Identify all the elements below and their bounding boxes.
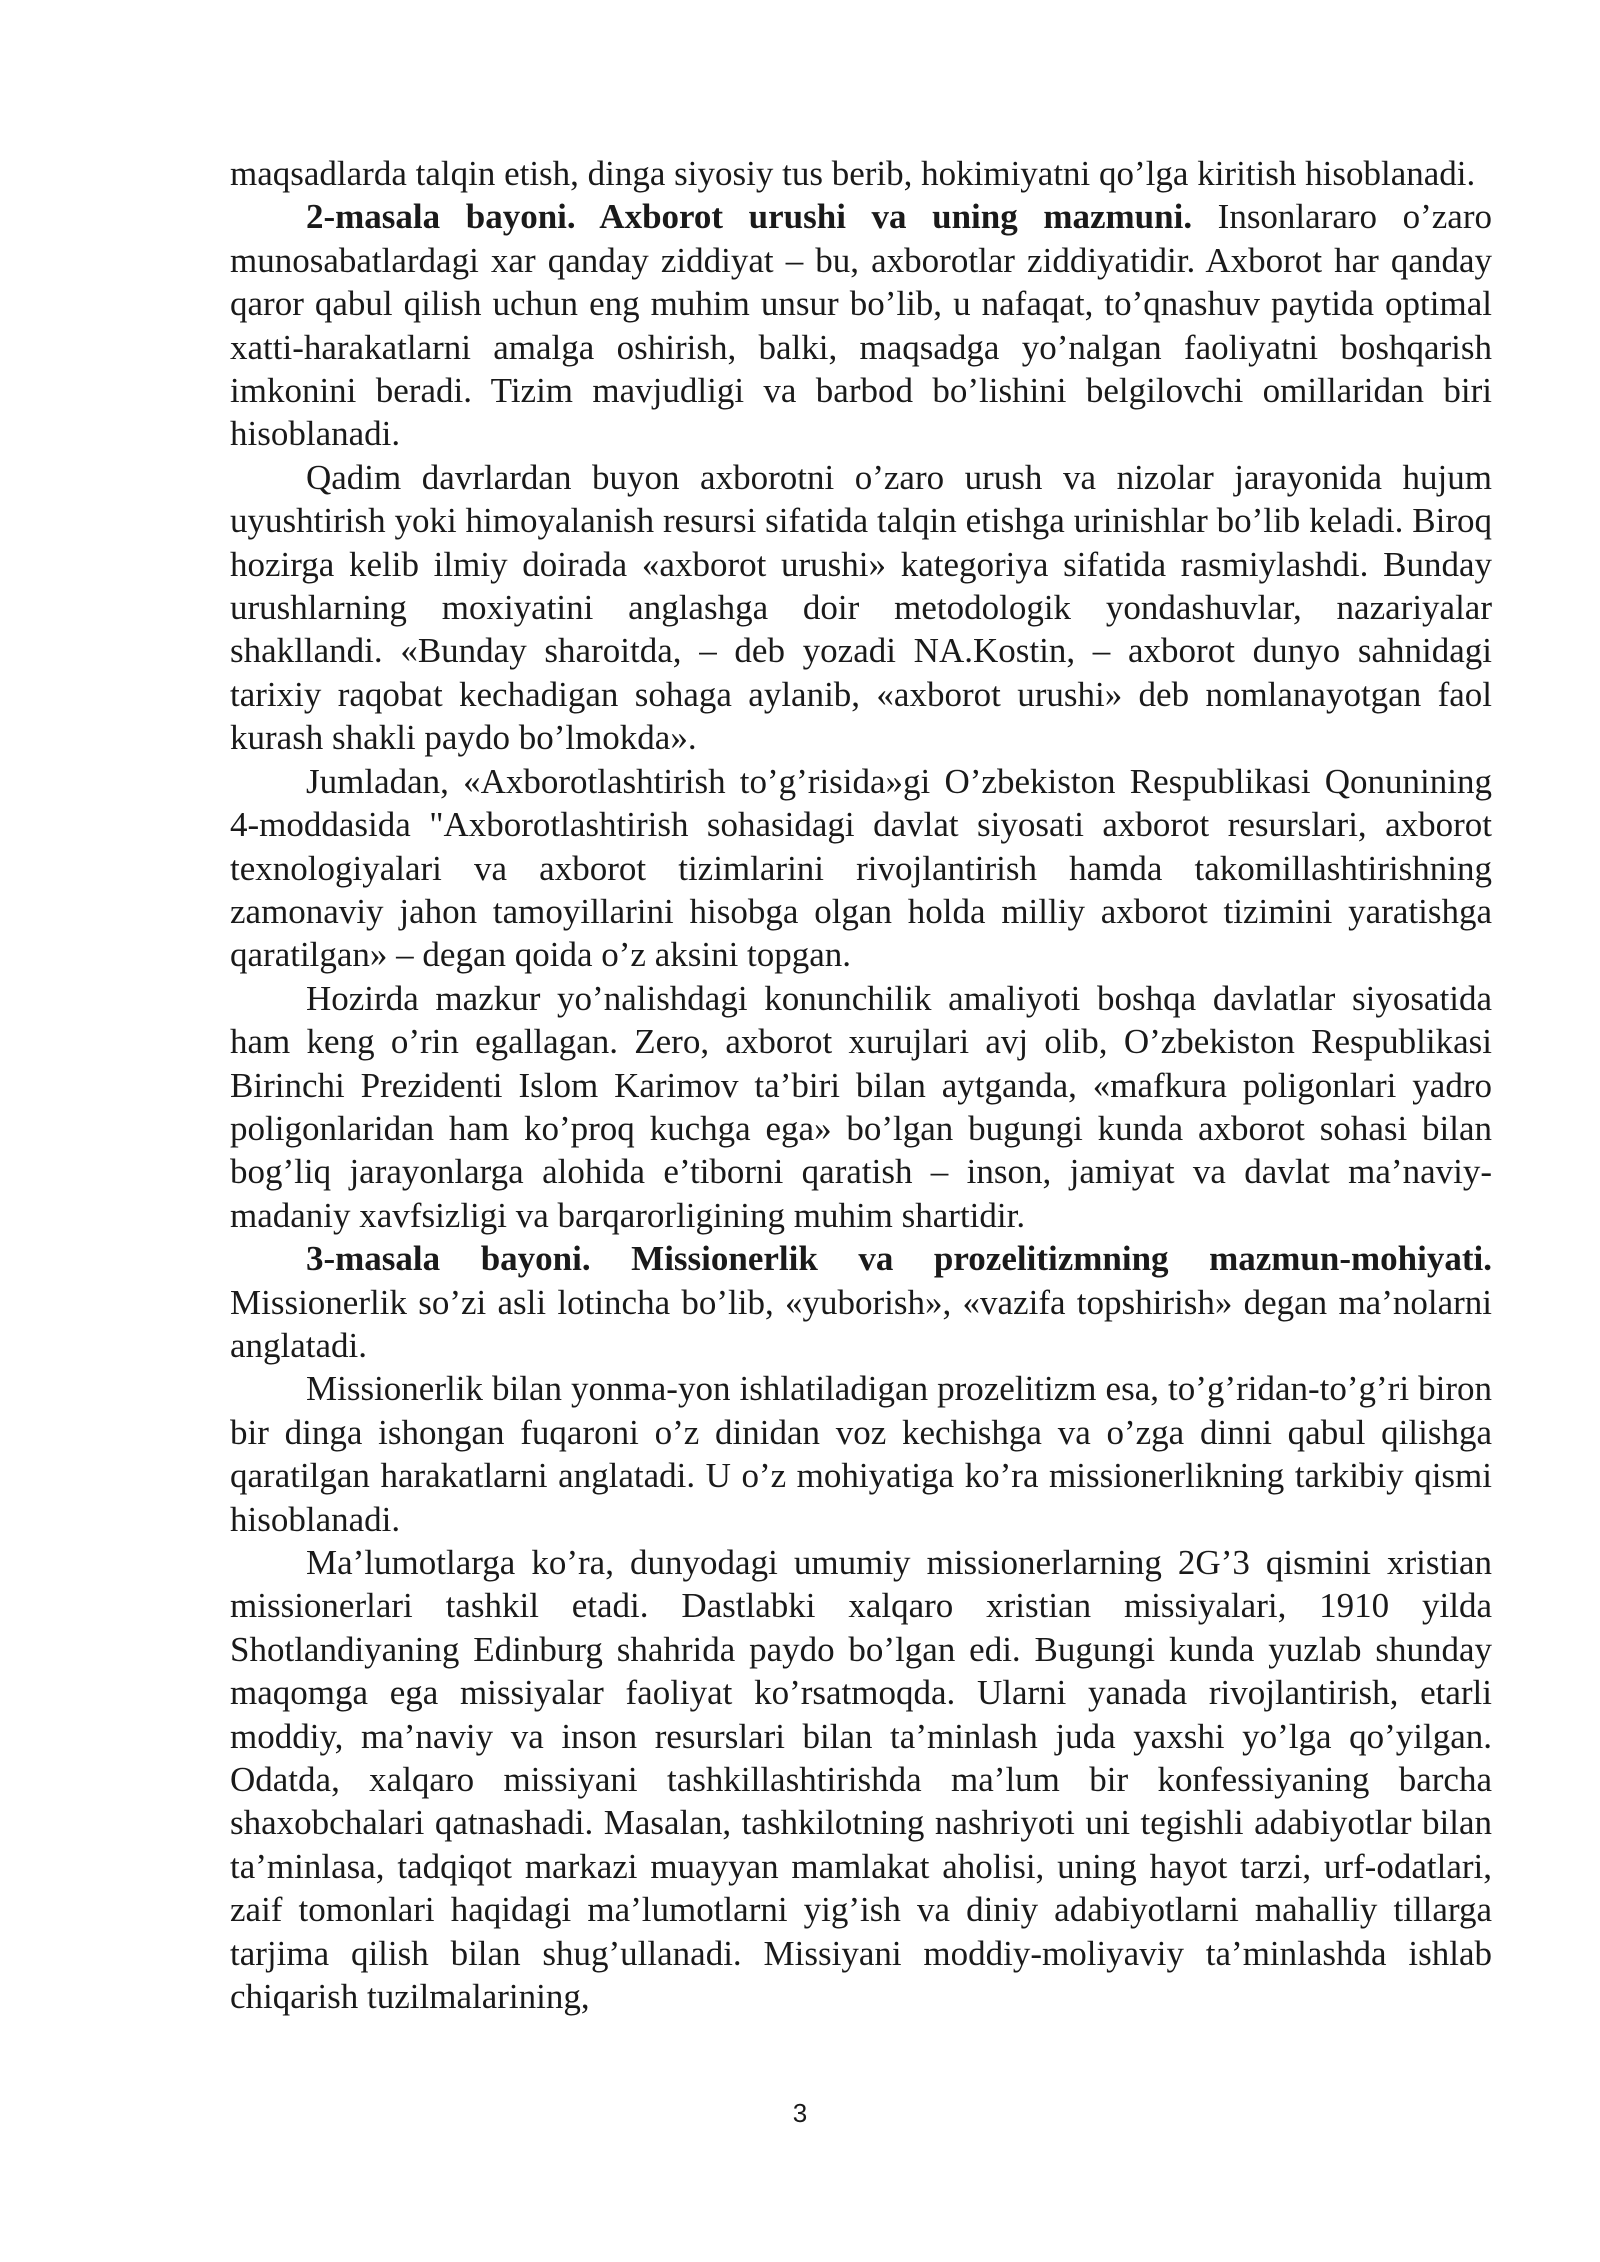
paragraph — [230, 977, 1492, 1237]
section-3-paragraph — [230, 1237, 1492, 1367]
page-number: 3 — [792, 2098, 808, 2128]
paragraph-text: Missionerlik so’zi asli lotincha bo’lib, «yuborish», «vazifa topshirish» degan ma’nolarni anglatadi. — [230, 1282, 1492, 1365]
paragraph — [230, 456, 1492, 760]
paragraph-text: maqsadlarda talqin etish, dinga siyosiy tus berib, hokimiyatni qo’lga kiritish hisoblanadi. — [230, 154, 1476, 193]
paragraph-text: Jumladan, «Axborotlashtirish to’g’risida»gi O’zbekiston Respublikasi Qonunining 4-moddasida "Axborotlashtirish sohasidagi davlat siyosati axborot resurslari, axborot texnologiyalari va axborot tizimlarini rivojlantirish hamda takomillashtirishning zamonaviy jahon tamoyillarini hisobga olgan holda milliy axborot tizimini yaratishga qaratilgan» – degan qoida o’z aksini topgan. — [230, 761, 1492, 975]
section-heading: 2-masala bayoni. Axborot urushi va uning mazmuni. — [306, 197, 1193, 237]
paragraph-text: Insonlararo o’zaro munosabatlardagi xar qanday ziddiyat – bu, axborotlar ziddiyatidir. Axborot har qanday qaror qabul qilish uchun eng muhim unsur bo’lib, u nafaqat, to’qnashuv paytida optimal xatti-harakatlarni amalga oshirish, balki, maqsadga yo’nalgan faoliyatni boshqarish imkonini beradi. Tizim mavjudligi va barbod bo’lishini belgilovchi omillaridan biri hisoblanadi. — [230, 197, 1493, 454]
paragraph-text: Missionerlik bilan yonma-yon ishlatiladigan prozelitizm esa, to’g’ridan-to’g’ri biron bir dinga ishongan fuqaroni o’z dinidan voz kechishga va o’zga dinni qabul qilishga qaratilgan harakatlarni anglatadi. U o’z mohiyatiga ko’ra missionerlikning tarkibiy qismi hisoblanadi. — [230, 1369, 1492, 1539]
section-2-paragraph — [230, 195, 1492, 455]
document-body — [230, 152, 1492, 2018]
section-heading: 3-masala bayoni. Missionerlik va prozelitizmning mazmun-mohiyati. — [306, 1239, 1492, 1279]
paragraph — [230, 760, 1492, 977]
paragraph-text: Qadim davrlardan buyon axborotni o’zaro urush va nizolar jarayonida hujum uyushtirish yoki himoyalanish resursi sifatida talqin etishga urinishlar bo’lib keladi. Biroq hozirga kelib ilmiy doirada «axborot urushi» kategoriya sifatida rasmiylashdi. Bunday urushlarning moxiyatini anglashga doir metodologik yondashuvlar, nazariyalar shakllandi. «Bunday sharoitda, – deb yozadi NA.Kostin, – axborot dunyo sahnidagi tarixiy raqobat kechadigan sohaga aylanib, «axborot urushi» deb nomlanayotgan faol kurash shakli paydo bo’lmokda». — [230, 457, 1492, 758]
paragraph-text: Ma’lumotlarga ko’ra, dunyodagi umumiy missionerlarning 2G’3 qismini xristian missionerlari tashkil etadi. Dastlabki xalqaro xristian missiyalari, 1910 yilda Shotlandiyaning Edinburg shahrida paydo bo’lgan edi. Bugungi kunda yuzlab shunday maqomga ega missiyalar faoliyat ko’rsatmoqda. Ularni yanada rivojlantirish, etarli moddiy, ma’naviy va inson resurslari bilan ta’minlash juda yaxshi yo’lga qo’yilgan. Odatda, xalqaro missiyani tashkillashtirishda ma’lum bir konfessiyaning barcha shaxobchalari qatnashadi. Masalan, tashkilotning nashriyoti uni tegishli adabiyotlar bilan ta’minlasa, tadqiqot markazi muayyan mamlakat aholisi, uning hayot tarzi, urf-odatlari, zaif tomonlari haqidagi ma’lumotlarni yig’ish va diniy adabiyotlarni mahalliy tillarga tarjima qilish bilan shug’ullanadi. Missiyani moddiy-moliyaviy ta’minlashda ishlab chiqarish tuzilmalarining, — [230, 1543, 1492, 2017]
paragraph — [230, 1367, 1492, 1541]
paragraph-text: Hozirda mazkur yo’nalishdagi konunchilik amaliyoti boshqa davlatlar siyosatida ham keng o’rin egallagan. Zero, axborot xurujlari avj olib, O’zbekiston Respublikasi Birinchi Prezidenti Islom Karimov ta’biri bilan aytganda, «mafkura poligonlari yadro poligonlaridan ham ko’proq kuchga ega» bo’lgan bugungi kunda axborot sohasi bilan bog’liq jarayonlarga alohida e’tiborni qaratish – inson, jamiyat va davlat ma’naviy-madaniy xavfsizligi va barqarorligining muhim shartidir. — [230, 978, 1492, 1235]
paragraph-continuation — [230, 152, 1492, 195]
paragraph — [230, 1541, 1492, 2018]
